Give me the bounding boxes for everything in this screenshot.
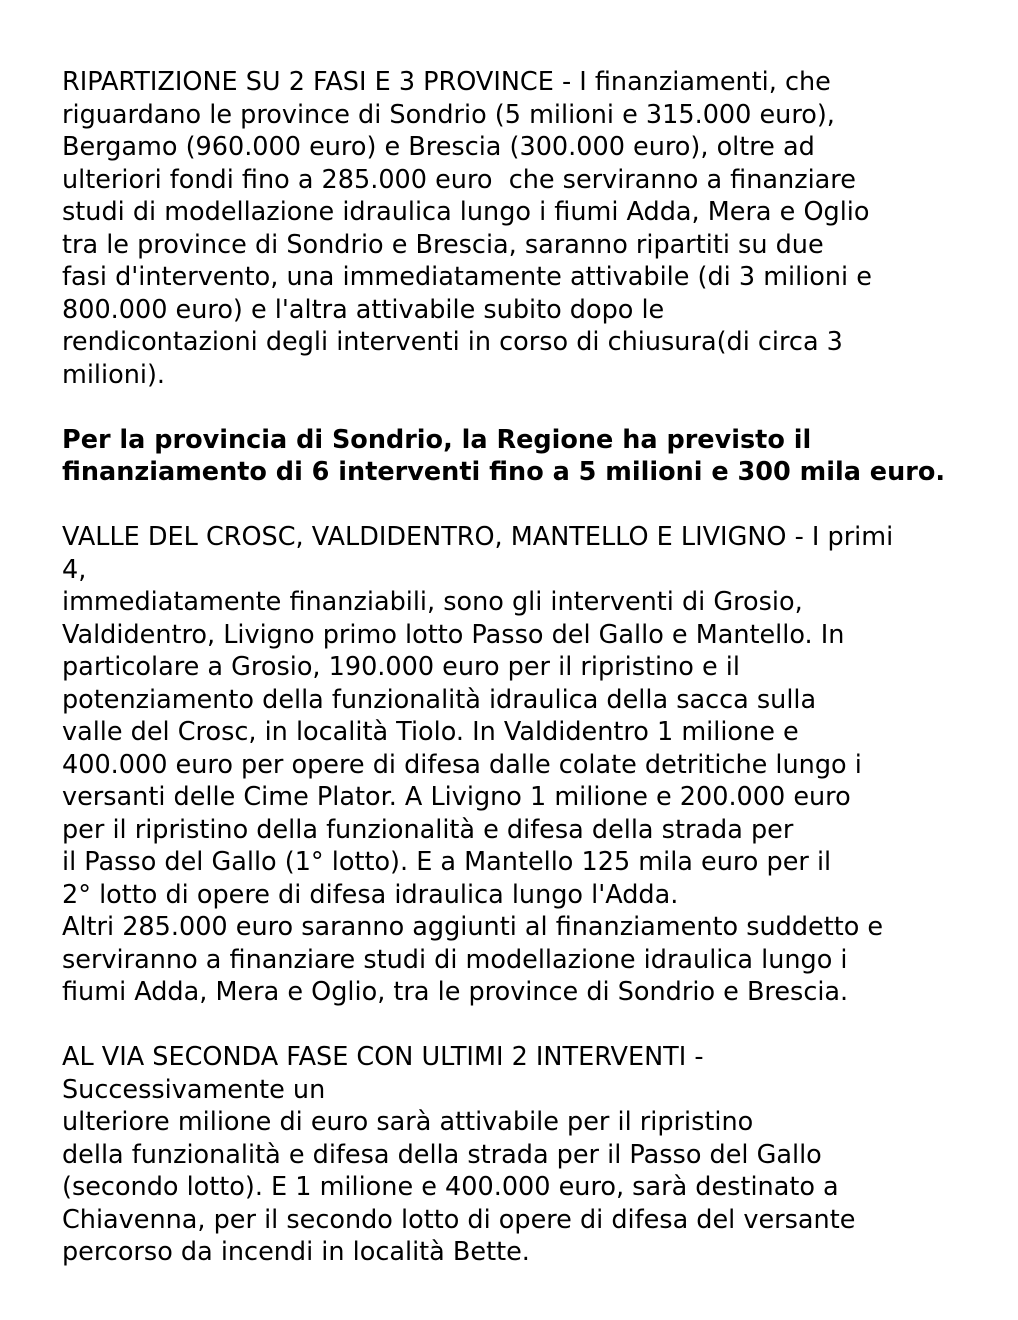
text-line: Bergamo (960.000 euro) e Brescia (300.000 euro), oltre ad [62,132,815,162]
text-line: particolare a Grosio, 190.000 euro per il ripristino e il [62,652,740,682]
text-line: Per la provincia di Sondrio, la Regione ha previsto il [62,424,812,455]
paragraph-ripartizione [62,66,982,391]
text-line: fasi d'intervento, una immediatamente attivabile (di 3 milioni e [62,262,872,292]
paragraph-seconda-fase [62,1041,982,1269]
text-line: finanziamento di 6 interventi fino a 5 milioni e 300 mila euro. [62,457,946,487]
text-line: RIPARTIZIONE SU 2 FASI E 3 PROVINCE - I finanziamenti, che [62,67,831,97]
text-line: milioni). [62,359,165,390]
text-line: fiumi Adda, Mera e Oglio, tra le province di Sondrio e Brescia. [62,977,849,1007]
text-line: potenziamento della funzionalità idraulica della sacca sulla [62,684,817,715]
text-line: 400.000 euro per opere di difesa dalle colate detritiche lungo i [62,749,862,780]
text-line: ulteriori fondi fino a 285.000 euro che serviranno a finanziare [62,164,856,195]
paragraph-sondrio-highlight [62,424,982,489]
paragraph-valle-del-crosc [62,521,982,1009]
text-line: Successivamente un [62,1074,326,1105]
text-line: serviranno a finanziare studi di modellazione idraulica lungo i [62,944,848,975]
text-line: tra le province di Sondrio e Brescia, saranno ripartiti su due [62,229,824,260]
text-line: rendicontazioni degli interventi in corso di chiusura(di circa 3 [62,327,843,357]
text-line: Valdidentro, Livigno primo lotto Passo del Gallo e Mantello. In [62,619,845,650]
text-line: 800.000 euro) e l'altra attivabile subito dopo le [62,294,665,325]
text-line: per il ripristino della funzionalità e difesa della strada per [62,814,794,845]
text-line: Chiavenna, per il secondo lotto di opere di difesa del versante [62,1204,856,1235]
text-line: immediatamente finanziabili, sono gli interventi di Grosio, [62,587,803,617]
text-line: 2° lotto di opere di difesa idraulica lungo l'Adda. [62,879,679,910]
text-line: studi di modellazione idraulica lungo i fiumi Adda, Mera e Oglio [62,197,870,227]
text-line: il Passo del Gallo (1° lotto). E a Mantello 125 mila euro per il [62,847,832,877]
text-line: ulteriore milione di euro sarà attivabile per il ripristino [62,1107,754,1137]
text-line: percorso da incendi in località Bette. [62,1237,530,1267]
text-line: (secondo lotto). E 1 milione e 400.000 euro, sarà destinato a [62,1172,839,1202]
text-line: versanti delle Cime Plator. A Livigno 1 milione e 200.000 euro [62,782,851,812]
document-body [62,66,982,1301]
text-line: valle del Crosc, in località Tiolo. In Valdidentro 1 milione e [62,717,799,747]
text-line: riguardano le province di Sondrio (5 milioni e 315.000 euro), [62,99,835,130]
text-line: Altri 285.000 euro saranno aggiunti al finanziamento suddetto e [62,912,884,942]
text-line: della funzionalità e difesa della strada per il Passo del Gallo [62,1139,822,1170]
text-line: 4, [62,554,87,585]
text-line: AL VIA SECONDA FASE CON ULTIMI 2 INTERVENTI - [62,1042,704,1072]
text-line: VALLE DEL CROSC, VALDIDENTRO, MANTELLO E LIVIGNO - I primi [62,522,894,552]
